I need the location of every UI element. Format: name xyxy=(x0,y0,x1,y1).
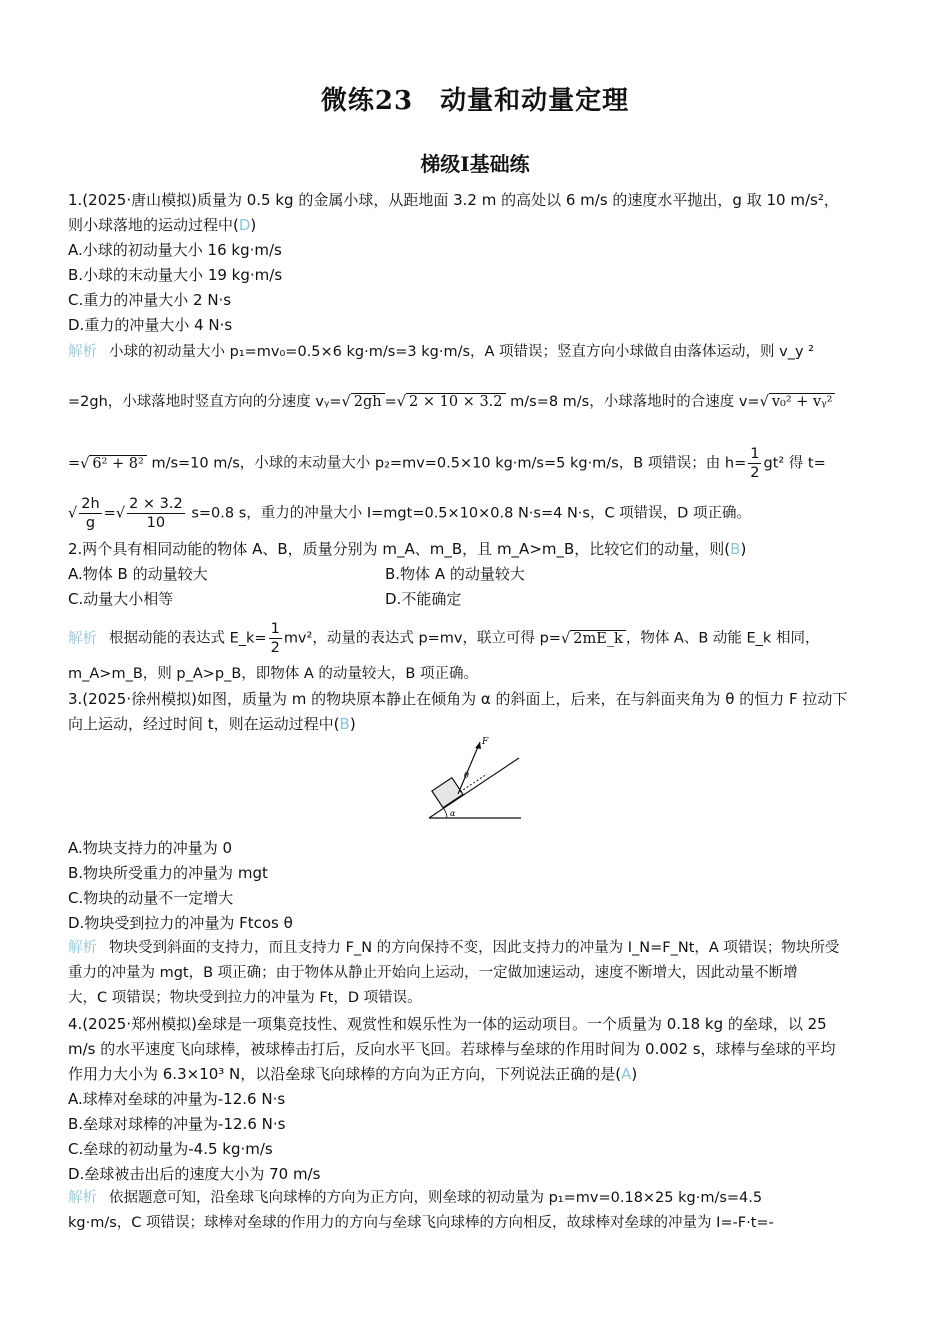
q4-answer: A xyxy=(621,1065,632,1083)
q2-option-d: D.不能确定 xyxy=(385,590,462,608)
q3-solution-line1: 解析 物块受到斜面的支持力，而且支持力 F_N 的方向保持不变，因此支持力的冲量为 I_N=F_Nt，A 项错误；物块所受 xyxy=(68,940,840,956)
q4-solution-line2: kg·m/s，C 项错误；球棒对垒球的作用力的方向与垒球飞向球棒的方向相反，故球棒对垒球的冲量为 I=-F·t=- xyxy=(68,1215,774,1231)
alpha-arc xyxy=(444,809,447,818)
force-arrowhead xyxy=(475,742,481,749)
q4-option-c: C.垒球的初动量为-4.5 kg·m/s xyxy=(68,1140,273,1158)
q3-option-b: B.物块所受重力的冲量为 mgt xyxy=(68,864,268,882)
section-title: 梯级Ⅰ基础练 xyxy=(420,152,530,176)
fraction: $\frac{1}{2}$ xyxy=(750,446,760,481)
q2-solution-line2: m_A>m_B，则 p_A>p_B，即物体 A 的动量较大，B 项正确。 xyxy=(68,666,478,682)
q3-stem-line1: 3.(2025·徐州模拟)如图，质量为 m 的物块原本静止在倾角为 α 的斜面上，后来，在与斜面夹角为 θ 的恒力 F 拉动下 xyxy=(68,690,848,708)
q1-solution-line2: =2gh，小球落地时竖直方向的分速度 vᵧ=√ 2gh =√ 2 × 10 × 3.2 m/s=8 m/s，小球落地时的合速度 v=√ v₀² + vᵧ² xyxy=(68,390,835,414)
q4-option-d: D.垒球被击出后的速度大小为 70 m/s xyxy=(68,1165,321,1183)
q1-solution-line1: 解析 小球的初动量大小 p₁=mv₀=0.5×6 kg·m/s=3 kg·m/s，A 项错误；竖直方向小球做自由落体运动，则 v_y ² xyxy=(68,344,814,360)
q4-stem-line3: 作用力大小为 6.3×10³ N，以沿垒球飞向球棒的方向为正方向，下列说法正确的是(A) xyxy=(68,1065,638,1083)
q1-option-a: A.小球的初动量大小 16 kg·m/s xyxy=(68,241,282,259)
q3-answer: B xyxy=(339,715,350,733)
solution-label: 解析 xyxy=(68,344,97,360)
q4-option-b: B.垒球对球棒的冲量为-12.6 N·s xyxy=(68,1115,286,1133)
q2-option-c: C.动量大小相等 xyxy=(68,590,174,608)
q4-option-a: A.球棒对垒球的冲量为-12.6 N·s xyxy=(68,1090,286,1108)
q1-solution-line3: =√ 6² + 8² m/s=10 m/s，小球的末动量大小 p₂=mv=0.5×10 kg·m/s=5 kg·m/s，B 项错误；由 h= $\frac{1}{2}$ gt² 得 t= xyxy=(68,446,826,481)
q1-option-c: C.重力的冲量大小 2 N·s xyxy=(68,291,232,309)
label-theta: θ xyxy=(464,771,469,780)
label-alpha: α xyxy=(450,809,456,818)
q1-option-b: B.小球的末动量大小 19 kg·m/s xyxy=(68,266,283,284)
q1-stem-line2: 则小球落地的运动过程中(D) xyxy=(68,216,257,234)
q3-solution-line2: 重力的冲量为 mgt，B 项正确；由于物体从静止开始向上运动，一定做加速运动，速度不断增大，因此动量不断增 xyxy=(68,965,798,981)
label-F: F xyxy=(482,737,489,747)
q4-stem-line2: m/s 的水平速度飞向球棒，被球棒击打后，反向水平飞回。若球棒与垒球的作用时间为 0.002 s，球棒与垒球的平均 xyxy=(68,1040,836,1058)
q3-stem-line2: 向上运动，经过时间 t，则在运动过程中(B) xyxy=(68,715,356,733)
q2-option-b: B.物体 A 的动量较大 xyxy=(385,565,525,583)
q4-solution-line1: 解析 依据题意可知，沿垒球飞向球棒的方向为正方向，则垒球的初动量为 p₁=mv=0.18×25 kg·m/s=4.5 xyxy=(68,1190,763,1206)
q4-stem-line1: 4.(2025·郑州模拟)垒球是一项集竞技性、观赏性和娱乐性为一体的运动项目。一个质量为 0.18 kg 的垒球，以 25 xyxy=(68,1015,827,1033)
q2-stem: 2.两个具有相同动能的物体 A、B，质量分别为 m_A、m_B，且 m_A>m_B，比较它们的动量，则(B) xyxy=(68,540,747,558)
page-title: 微练23 动量和动量定理 xyxy=(320,86,630,116)
q1-option-d: D.重力的冲量大小 4 N·s xyxy=(68,316,233,334)
q2-solution-line1: 解析 根据动能的表达式 E_k= $\frac{1}{2}$ mv²，动量的表达式 p=mv，联立可得 p=√ 2mE_k ，物体 A、B 动能 E_k 相同， xyxy=(68,621,820,656)
q2-answer: B xyxy=(730,540,741,558)
q1-answer: D xyxy=(238,216,251,234)
q3-option-c: C.物块的动量不一定增大 xyxy=(68,889,234,907)
q1-solution-line4: √ $\frac{2h}{g}$ =√ $\frac{2 \times 3.2}{10}$ s=0.8 s，重力的冲量大小 I=mgt=0.5×10×0.8 N·s=4 N·s，C 项错误，D 项正确。 xyxy=(68,496,751,531)
incline-diagram xyxy=(425,732,525,822)
q3-solution-line3: 大，C 项错误；物块受到拉力的冲量为 Ft，D 项错误。 xyxy=(68,990,422,1006)
q1-stem-line1: 1.(2025·唐山模拟)质量为 0.5 kg 的金属小球，从距地面 3.2 m 的高处以 6 m/s 的速度水平抛出，g 取 10 m/s²， xyxy=(68,191,839,209)
q2-option-a: A.物体 B 的动量较大 xyxy=(68,565,208,583)
sqrt-symbol: √ 2gh xyxy=(342,390,385,414)
q3-option-d: D.物块受到拉力的冲量为 Ftcos θ xyxy=(68,914,293,932)
q2-options-row1 xyxy=(68,562,208,586)
q3-option-a: A.物块支持力的冲量为 0 xyxy=(68,839,233,857)
